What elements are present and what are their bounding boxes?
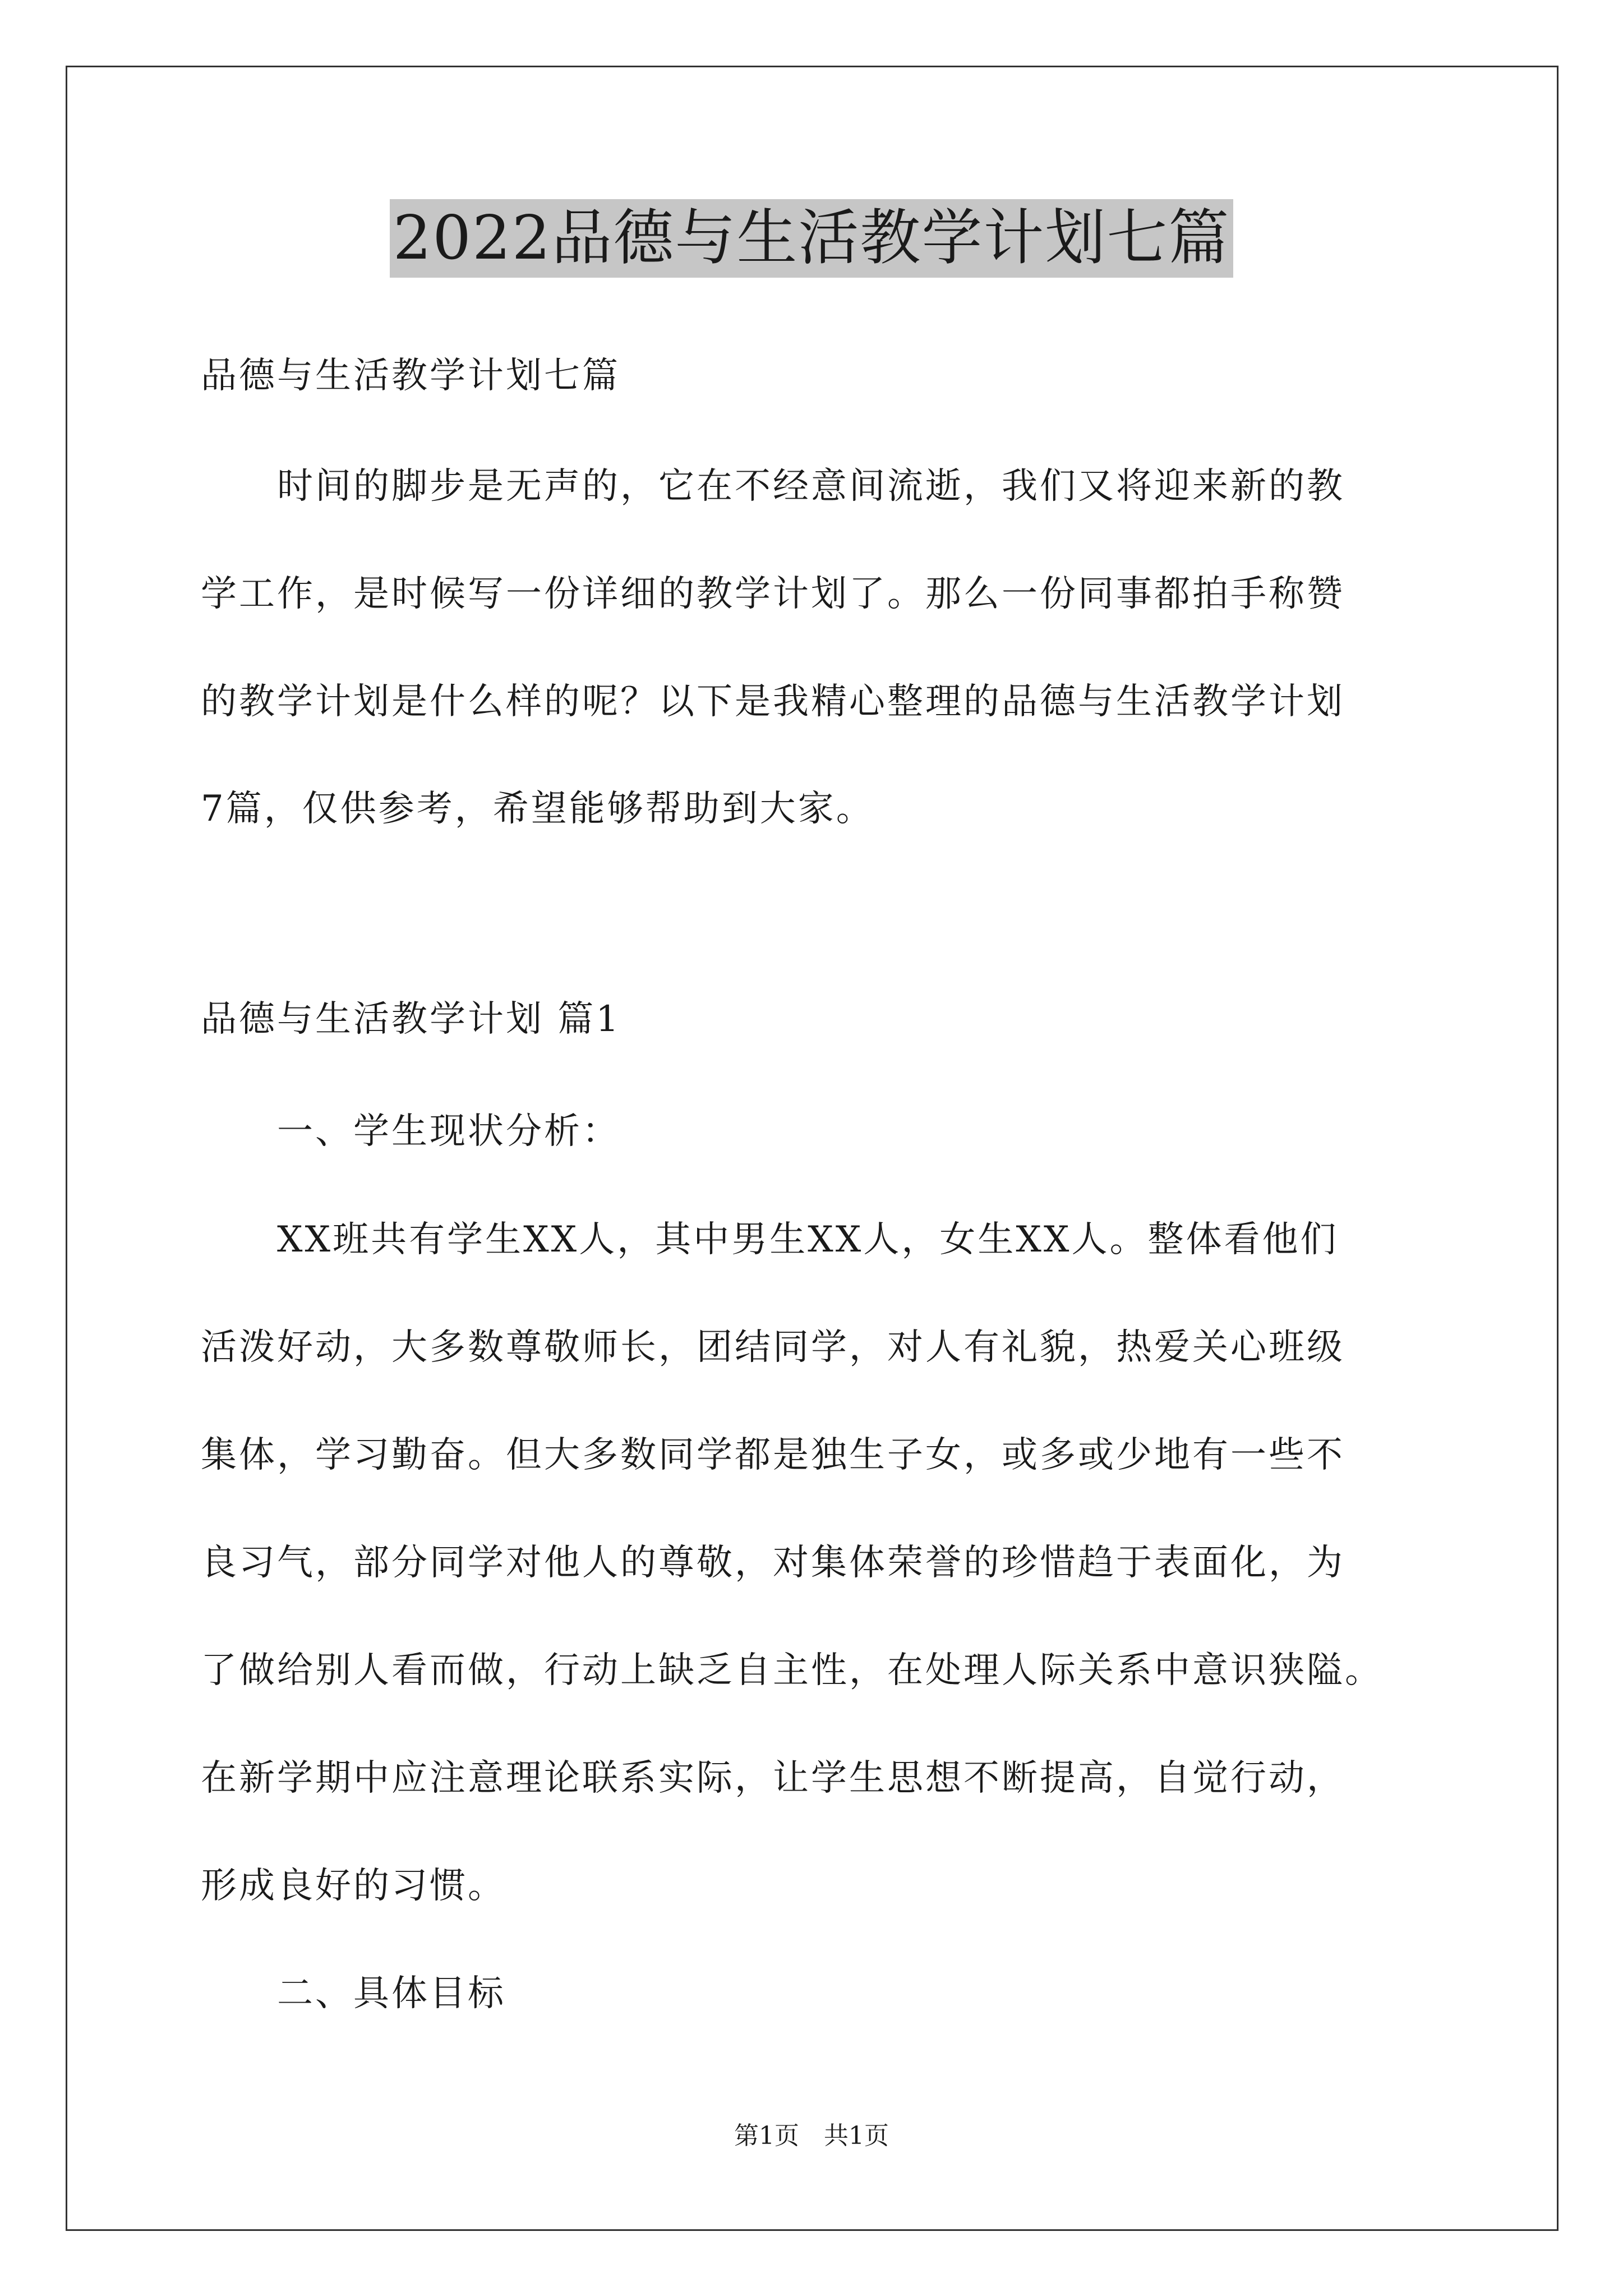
part1-line-7: 形成良好的习惯。 <box>201 1865 506 1907</box>
part1-line-4: 良习气，部分同学对他人的尊敬，对集体荣誉的珍惜趋于表面化，为 <box>201 1542 1345 1584</box>
document-title: 2022品德与生活教学计划七篇 <box>390 199 1234 278</box>
part1-line-5: 了做给别人看而做，行动上缺乏自主性，在处理人际关系中意识狭隘。 <box>201 1650 1383 1691</box>
intro-line-3: 的教学计划是什么样的呢？以下是我精心整理的品德与生活教学计划 <box>201 681 1345 723</box>
part1-line-3: 集体，学习勤奋。但大多数同学都是独生子女，或多或少地有一些不 <box>201 1434 1345 1476</box>
intro-line-1: 时间的脚步是无声的，它在不经意间流逝，我们又将迎来新的教 <box>201 466 1345 507</box>
part1-line-2: 活泼好动，大多数尊敬师长，团结同学，对人有礼貌，热爱关心班级 <box>201 1327 1345 1368</box>
part1-line-6: 在新学期中应注意理论联系实际，让学生思想不断提高，自觉行动， <box>201 1757 1345 1799</box>
part1-line-1: XX班共有学生XX人，其中男生XX人，女生XX人。整体看他们 <box>201 1219 1339 1260</box>
intro-line-2: 学工作，是时候写一份详细的教学计划了。那么一份同事都拍手称赞 <box>201 573 1345 615</box>
part2-heading: 二、具体目标 <box>201 1973 506 2014</box>
document-subtitle: 品德与生活教学计划七篇 <box>201 355 620 397</box>
section-heading: 品德与生活教学计划 篇1 <box>201 999 621 1040</box>
intro-line-4: 7篇，仅供参考，希望能够帮助到大家。 <box>201 788 874 830</box>
part1-heading: 一、学生现状分析： <box>201 1111 620 1152</box>
page-number: 第1页 共1页 <box>734 2122 889 2150</box>
